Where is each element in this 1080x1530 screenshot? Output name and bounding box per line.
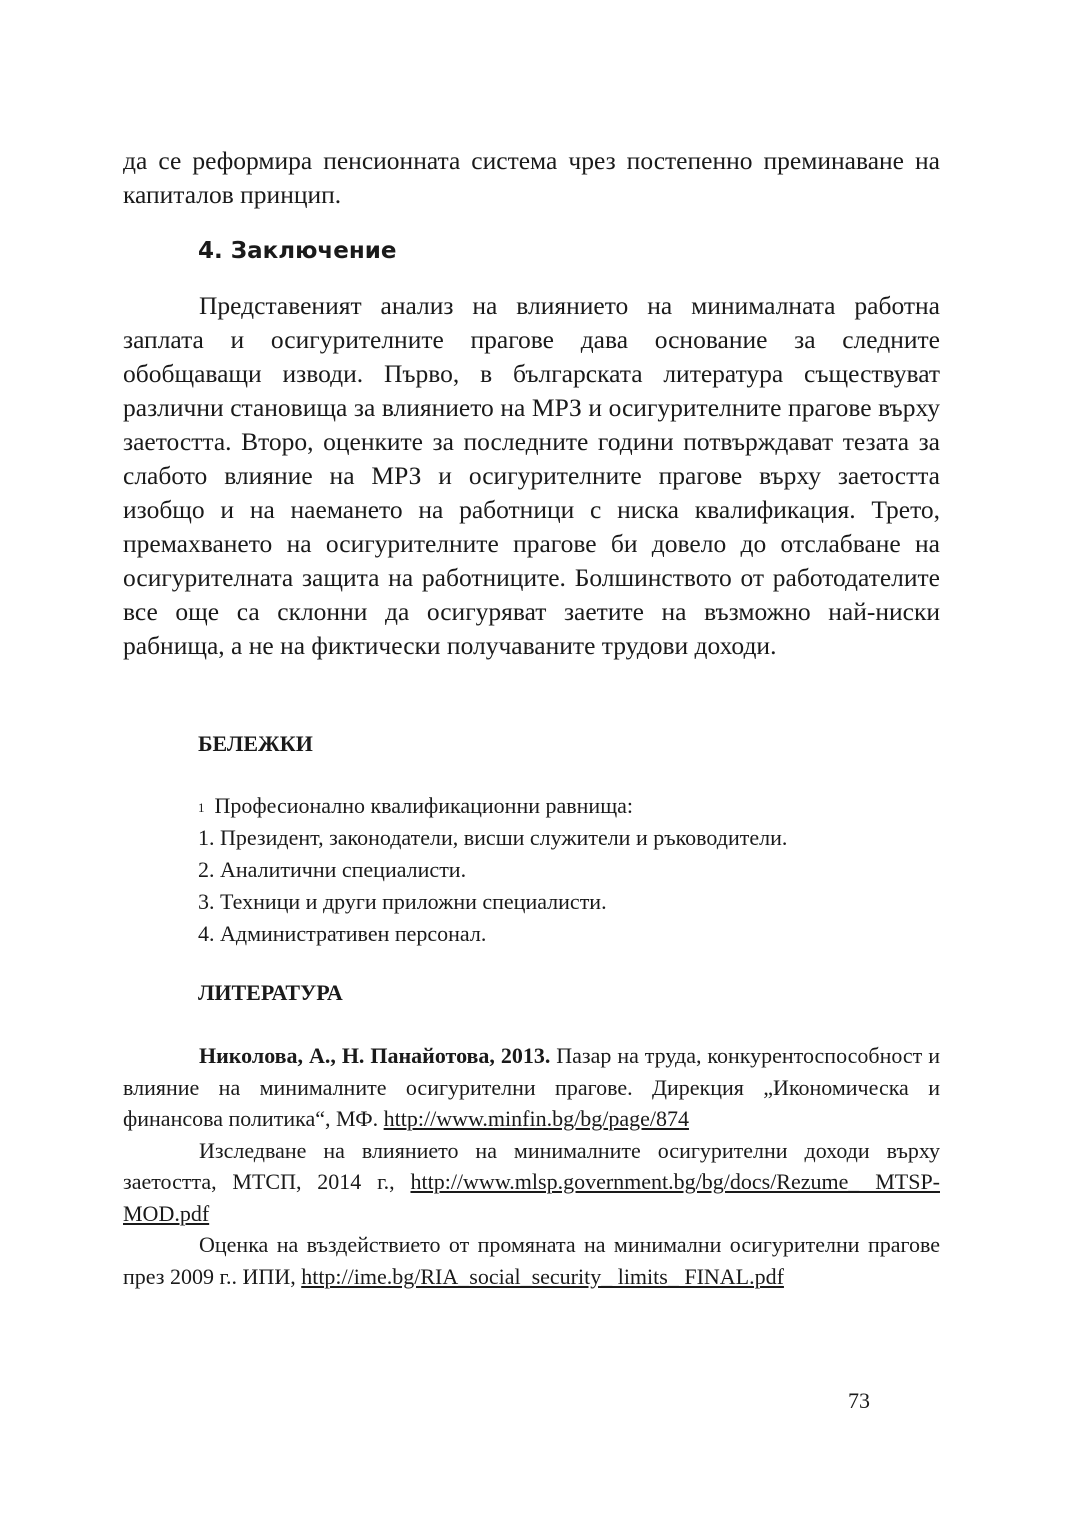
notes-heading: БЕЛЕЖКИ (198, 731, 313, 756)
note-item: 2. Аналитични специалисти. (198, 857, 467, 882)
conclusion-heading: 4. Заключение (198, 238, 397, 264)
footnote-marker: 1 (198, 800, 205, 815)
note-title-line (198, 790, 958, 822)
intro-paragraph: да се реформира пенсионната система чрез постепенно преминаване на капиталов принцип. (123, 146, 940, 209)
literature-heading: ЛИТЕРАТУРА (198, 980, 343, 1005)
page-number: 73 (848, 1388, 870, 1413)
reference-text: Изследване на влиянието на минималните осигурителни доходи върху заетостта, МТСП, 2014 г., (123, 1137, 940, 1194)
notes-section (198, 790, 958, 950)
conclusion-paragraph: Представеният анализ на влиянието на минималната работна заплата и осигурителните прагове дава основание за следните обобщаващи изводи. Първо, в българската литература съществуват различни становища за влиянието на МРЗ и осигурителните прагове върху заетостта. Второ, оценките за последните години потвърждават тезата за слабото влияние на МРЗ и осигурителните прагове върху заетостта изобщо и на наемането на работници с ниска квалификация. Трето, премахването на осигурителните прагове би довело до отслабване на осигурителната защита на работниците. Болшинството от работодателите все още са склонни да осигуряват заетите на възможно най-ниски рабнища, а не на фиктически получаваните трудови доходи. (123, 291, 940, 660)
note-item: 3. Техници и други приложни специалисти. (198, 889, 607, 914)
reference-link[interactable]: http://www.minfin.bg/bg/page/874 (383, 1106, 689, 1131)
reference-text: Пазар на труда, конкурентоспособност и влияние на минималните осигурителни прагове. Дирекция „Икономическа и финансова политика“, МФ. (123, 1043, 940, 1131)
reference-link[interactable]: http://ime.bg/RIA_social_security_ limits_ FINAL.pdf (301, 1263, 784, 1289)
note-item: 1. Президент, законодатели, висши служители и ръководители. (198, 825, 788, 850)
reference-link[interactable]: http://www.mlsp.government.bg/bg/docs/Rezume_ MTSP-MOD.pdf (123, 1169, 940, 1226)
reference-item (123, 1135, 940, 1230)
reference-item (123, 1040, 940, 1135)
intro-paragraph-block (123, 144, 940, 212)
reference-text: Оценка на въздействието от промяната на минимални осигурителни прагове през 2009 г.. ИПИ, (123, 1232, 940, 1289)
literature-list (123, 1040, 940, 1292)
reference-item (123, 1229, 940, 1292)
note-item: 4. Административен персонал. (198, 921, 487, 946)
conclusion-paragraph-block (123, 289, 940, 663)
reference-authors: Николова, А., Н. Панайотова, 2013. (199, 1043, 551, 1068)
note-title: Професионално квалификационни равнища: (214, 793, 634, 818)
